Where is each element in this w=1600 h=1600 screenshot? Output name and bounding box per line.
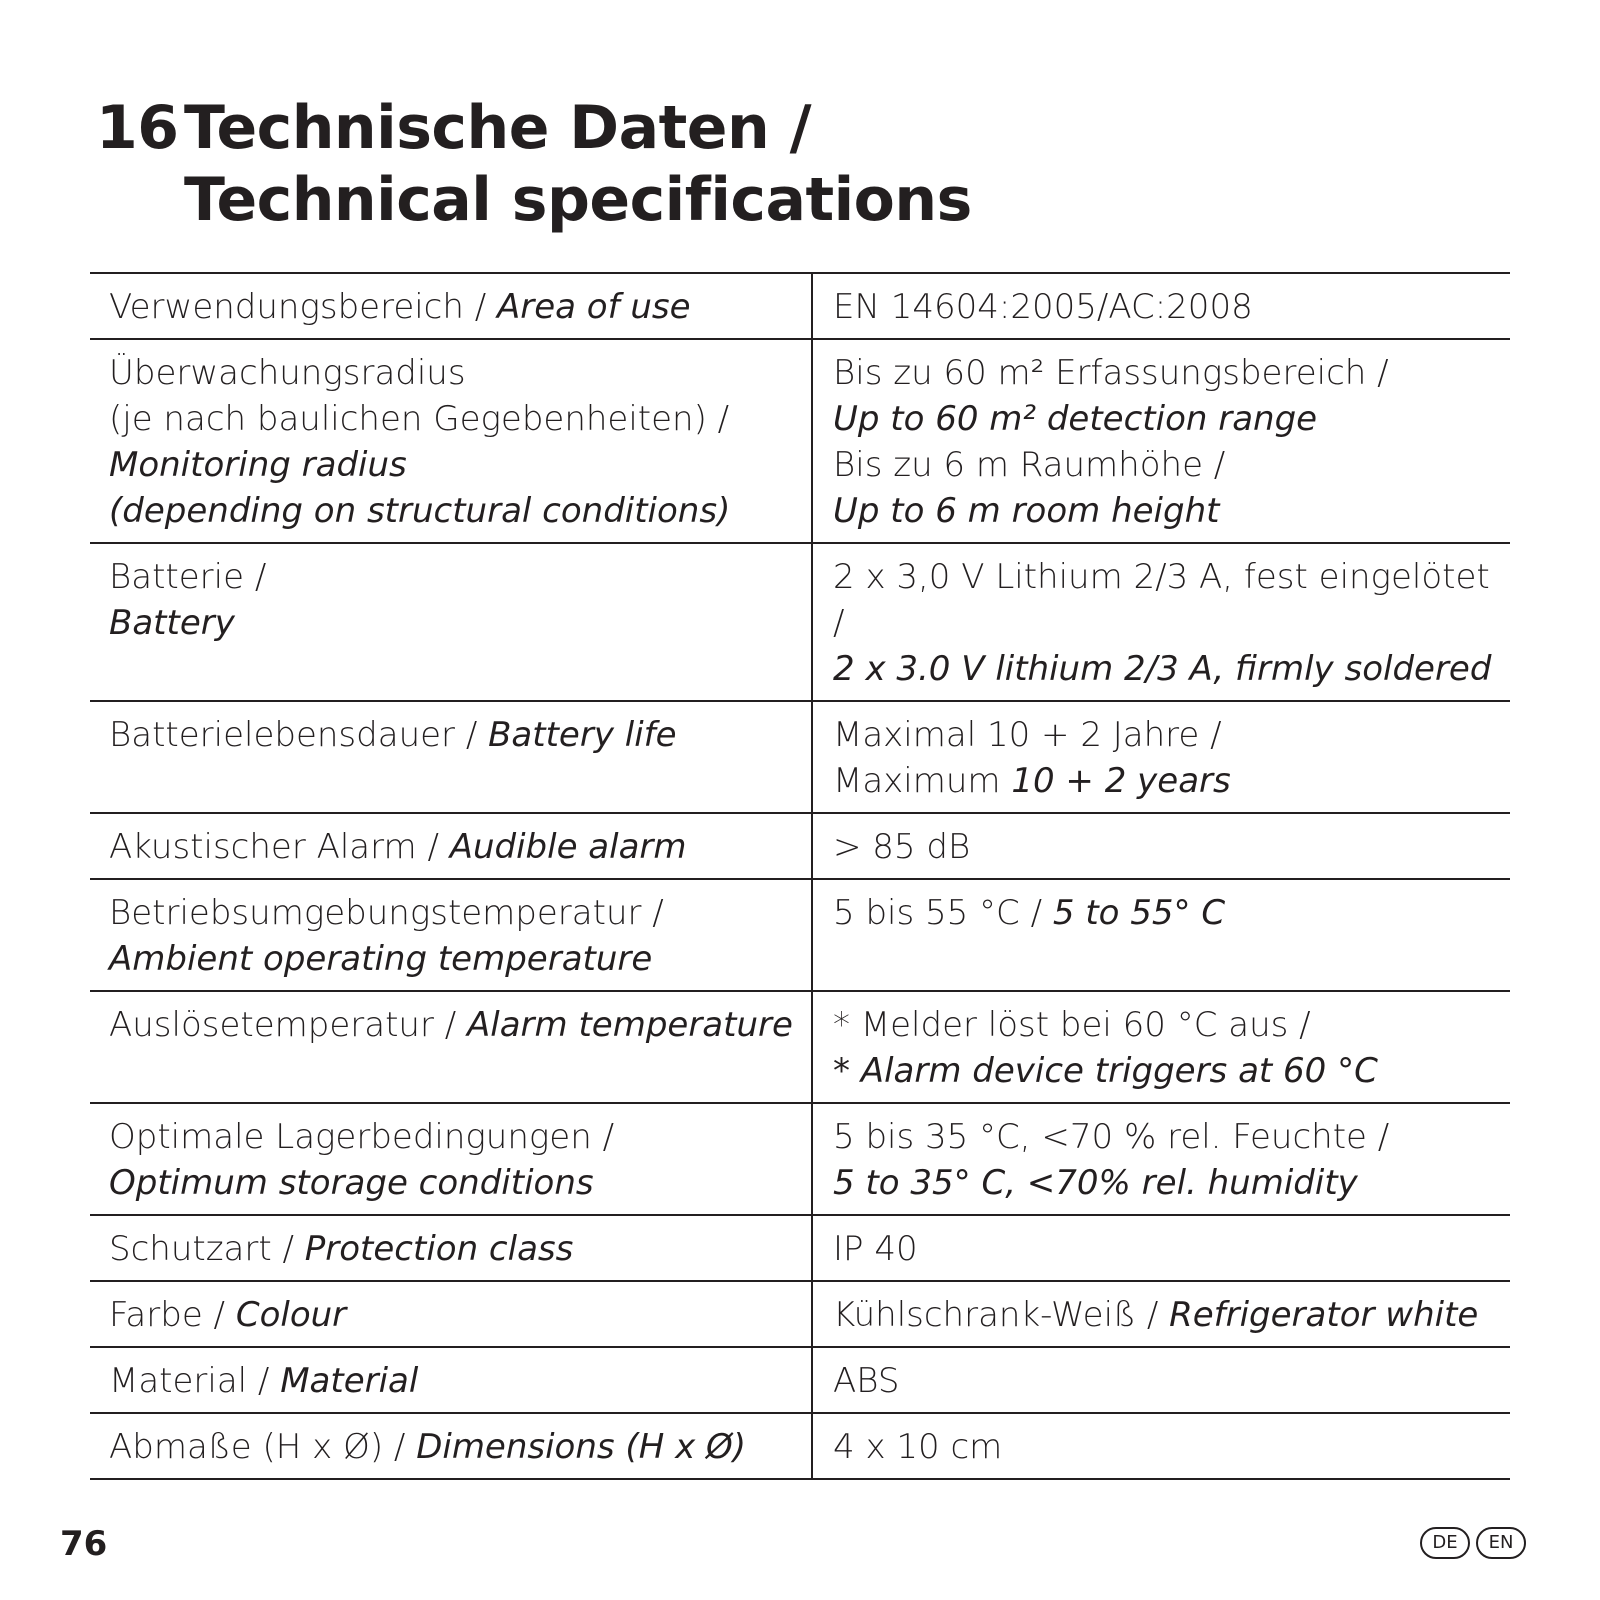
spec-label	[90, 879, 812, 991]
label-de: Verwendungsbereich /	[109, 287, 497, 327]
value-en: 5 to 35° C, <70% rel. humidity	[833, 1163, 1358, 1203]
value-de-range: Bis zu 60 m² Erfassungsbereich /	[833, 353, 1389, 393]
title-line-english: Technical specifications	[184, 165, 972, 235]
label-en: Optimum storage conditions	[109, 1163, 594, 1203]
spec-row-material	[90, 1347, 1510, 1413]
spec-label	[90, 1281, 812, 1347]
label-de: Farbe /	[109, 1295, 236, 1335]
label-de: Batterie /	[109, 557, 267, 597]
label-de: Schutzart /	[109, 1229, 305, 1269]
spec-value	[812, 339, 1510, 543]
label-en: Battery life	[488, 715, 677, 755]
spec-value	[812, 543, 1510, 701]
value-de: 2 x 3,0 V Lithium 2/3 A, fest eingelötet /	[833, 557, 1490, 643]
value-en-prefix: Maximum	[833, 761, 1012, 801]
label-en: Battery	[109, 603, 235, 643]
value-text: ABS	[833, 1361, 900, 1401]
spec-row-battery	[90, 543, 1510, 701]
value-de: Maximal 10 + 2 Jahre /	[833, 715, 1222, 755]
spec-value	[812, 1281, 1510, 1347]
spec-label	[90, 1347, 812, 1413]
spec-label	[90, 991, 812, 1103]
spec-row-alarm-temperature	[90, 991, 1510, 1103]
value-text: 4 x 10 cm	[833, 1427, 1003, 1467]
spec-value	[812, 813, 1510, 879]
value-en-years: 10 + 2 years	[1011, 761, 1231, 801]
value-text: > 85 dB	[833, 827, 971, 867]
spec-row-monitoring-radius	[90, 339, 1510, 543]
spec-row-dimensions	[90, 1413, 1510, 1479]
spec-value	[812, 1413, 1510, 1479]
label-de: Auslösetemperatur /	[109, 1005, 468, 1045]
label-en: Protection class	[304, 1229, 574, 1269]
value-de: 5 bis 55 °C /	[833, 893, 1053, 933]
label-de: Batterielebensdauer /	[109, 715, 489, 755]
spec-value	[812, 701, 1510, 813]
label-en: Monitoring radius	[109, 445, 407, 485]
label-en: Colour	[235, 1295, 347, 1335]
label-en: Area of use	[497, 287, 691, 327]
page-number: 76	[60, 1524, 108, 1564]
spec-label	[90, 1215, 812, 1281]
spec-value	[812, 1215, 1510, 1281]
spec-row-protection-class	[90, 1215, 1510, 1281]
value-en: 5 to 55° C	[1052, 893, 1226, 933]
page-title	[96, 92, 972, 236]
section-number: 16	[96, 93, 179, 163]
spec-row-area-of-use	[90, 273, 1510, 339]
label-en: Alarm temperature	[467, 1005, 793, 1045]
label-en: Material	[280, 1361, 419, 1401]
value-en-height: Up to 6 m room height	[833, 491, 1220, 531]
value-en: 2 x 3.0 V lithium 2/3 A, firmly soldered	[833, 649, 1492, 689]
spec-row-colour	[90, 1281, 1510, 1347]
spec-label	[90, 273, 812, 339]
value-text: EN 14604:2005/AC:2008	[833, 287, 1253, 327]
language-badge-en: EN	[1476, 1527, 1526, 1559]
value-en	[833, 758, 1492, 804]
value-de-height: Bis zu 6 m Raumhöhe /	[833, 445, 1226, 485]
spec-label	[90, 1413, 812, 1479]
spec-row-operating-temperature	[90, 879, 1510, 991]
spec-label	[90, 1103, 812, 1215]
value-de: Kühlschrank-Weiß /	[833, 1295, 1170, 1335]
spec-value	[812, 273, 1510, 339]
label-de: Optimale Lagerbedingungen /	[109, 1117, 615, 1157]
label-de: Akustischer Alarm /	[109, 827, 450, 867]
label-de-note: (je nach baulichen Gegebenheiten) /	[109, 399, 730, 439]
label-en: Ambient operating temperature	[109, 939, 653, 979]
spec-row-audible-alarm	[90, 813, 1510, 879]
specifications-table	[90, 272, 1510, 1480]
spec-label	[90, 339, 812, 543]
spec-value	[812, 879, 1510, 991]
language-badges	[1420, 1527, 1526, 1559]
title-line-german: Technische Daten /	[184, 93, 811, 163]
label-de: Abmaße (H x Ø) /	[109, 1427, 417, 1467]
value-en: * Alarm device triggers at 60 °C	[833, 1051, 1378, 1091]
spec-value	[812, 991, 1510, 1103]
language-badge-de: DE	[1420, 1527, 1470, 1559]
label-de: Betriebsumgebungstemperatur /	[109, 893, 664, 933]
spec-label	[90, 543, 812, 701]
spec-value	[812, 1347, 1510, 1413]
value-de: 5 bis 35 °C, <70 % rel. Feuchte /	[833, 1117, 1390, 1157]
label-en: Dimensions (H x Ø)	[416, 1427, 747, 1467]
value-text: IP 40	[833, 1229, 918, 1269]
spec-label	[90, 813, 812, 879]
label-de: Material /	[109, 1361, 281, 1401]
label-en: Audible alarm	[449, 827, 687, 867]
value-de: * Melder löst bei 60 °C aus /	[833, 1005, 1311, 1045]
spec-label	[90, 701, 812, 813]
value-en-range: Up to 60 m² detection range	[833, 399, 1318, 439]
label-de: Überwachungsradius	[109, 353, 466, 393]
spec-row-battery-life	[90, 701, 1510, 813]
spec-value	[812, 1103, 1510, 1215]
value-en: Refrigerator white	[1169, 1295, 1479, 1335]
spec-row-storage-conditions	[90, 1103, 1510, 1215]
label-en-note: (depending on structural conditions)	[109, 491, 731, 531]
